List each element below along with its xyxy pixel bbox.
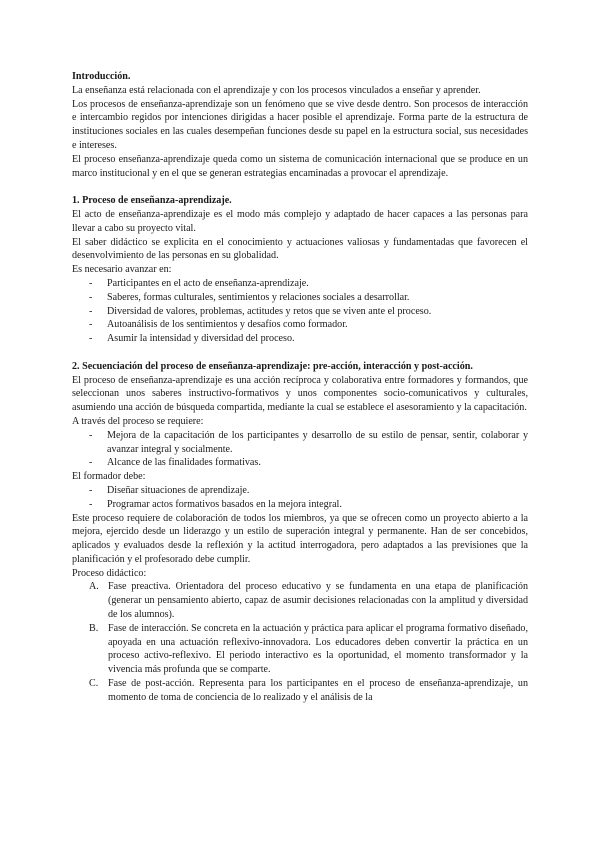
list-item: - Autoanálisis de los sentimientos y desafíos como formador. [89,319,348,331]
list-item: - Mejora de la capacitación de los participantes y desarrollo de su estilo de pensar, sentir, colaborar y avanzar integral y socialmente. [89,429,528,455]
section2-paragraph: El proceso de enseñanza-aprendizaje es una acción recíproca y colaborativa entre formadores y formandos, que seleccionan unos saberes instructivo-formativos y unos componentes socio-comunicativos y culturales, asumiendo una acción de búsqueda compartida, mediante la cual se establece el asesoramiento y la capacitación. [72,374,528,414]
section2-paragraph: A través del proceso se requiere: [72,415,204,427]
intro-heading: Introducción. [72,71,131,82]
phase-item: C. Fase de post-acción. Representa para los participantes en el proceso de enseñanza-aprendizaje, un momento de toma de conciencia de lo realizado y el análisis de la [89,678,528,703]
list-item: - Alcance de las finalidades formativas. [89,457,261,469]
phase-list [72,580,528,704]
section1-heading: 1. Proceso de enseñanza-aprendizaje. [72,195,232,207]
section1-paragraph: El saber didáctico se explicita en el conocimiento y actuaciones valiosas y fundamentadas que favorecen el desenvolvimiento de las personas en su globalidad. [72,236,528,262]
section1-bullet-list [72,277,528,346]
phase-item: A. Fase preactiva. Orientadora del proceso educativo y se fundamenta en una etapa de planificación (generar un pensamiento abierto, capaz de asumir decisiones relacionadas con la amplitud y diversidad de los alumnos). [89,581,528,621]
section1-paragraph: El acto de enseñanza-aprendizaje es el modo más complejo y adaptado de hacer capaces a las personas para llevar a cabo su proyecto vital. [72,208,528,234]
list-item: - Diseñar situaciones de aprendizaje. [89,484,250,496]
list-item: - Saberes, formas culturales, sentimientos y relaciones sociales a desarrollar. [89,291,410,303]
section1-paragraph: Es necesario avanzar en: [72,264,172,276]
list-item: - Participantes en el acto de enseñanza-aprendizaje. [89,277,309,289]
phase-item: B. Fase de interacción. Se concreta en la actuación y práctica para aplicar el programa formativo diseñado, apoyada en una actuación reflexivo-innovadora. Los educadores deben convertir la práctica en un proceso activo-reflexivo. El periodo interactivo es la oportunidad, el momento transformador y la vivencia más profunda que se comparte. [89,622,528,676]
intro-paragraph: La enseñanza está relacionada con el aprendizaje y con los procesos vinculados a enseñar y aprender. [72,84,481,96]
list-item: - Diversidad de valores, problemas, actitudes y retos que se viven ante el proceso. [89,305,432,317]
section2-bullet-list-b [72,484,528,512]
list-item: - Asumir la intensidad y diversidad del proceso. [89,333,295,345]
section2-paragraph: Este proceso requiere de colaboración de todos los miembros, ya que se ofrecen como un proyecto abierto a la mejora, ejercido desde un liderazgo y un estilo de superación integral y permanente. Han de ser concebidos, aplicados y evaluados desde la reflexión y la actitud interrogadora, pero adaptados a las previsiones que la planificación y el profesorado debe cumplir. [72,512,528,565]
section2-paragraph: El formador debe: [72,471,146,483]
section2-bullet-list-a [72,429,528,470]
spacer [72,180,528,194]
intro-paragraph: Los procesos de enseñanza-aprendizaje son un fenómeno que se vive desde dentro. Son procesos de interacción e intercambio regidos por intenciones dirigidas a hacer posible el aprendizaje. Forma parte de la estructura de instituciones sociales en las cuales desempeñan funciones desde su papel en la estructura social, sus necesidades e intereses. [72,98,528,151]
section2-paragraph: Proceso didáctico: [72,567,147,579]
section2-heading: 2. Secuenciación del proceso de enseñanza-aprendizaje: pre-acción, interacción y post-acción. [72,360,473,372]
spacer [72,346,528,360]
intro-paragraph: El proceso enseñanza-aprendizaje queda como un sistema de comunicación internacional que se produce en un marco institucional y en el que se generan estrategias encaminadas a provocar el aprendizaje. [72,153,528,179]
list-item: - Programar actos formativos basados en la mejora integral. [89,498,342,510]
